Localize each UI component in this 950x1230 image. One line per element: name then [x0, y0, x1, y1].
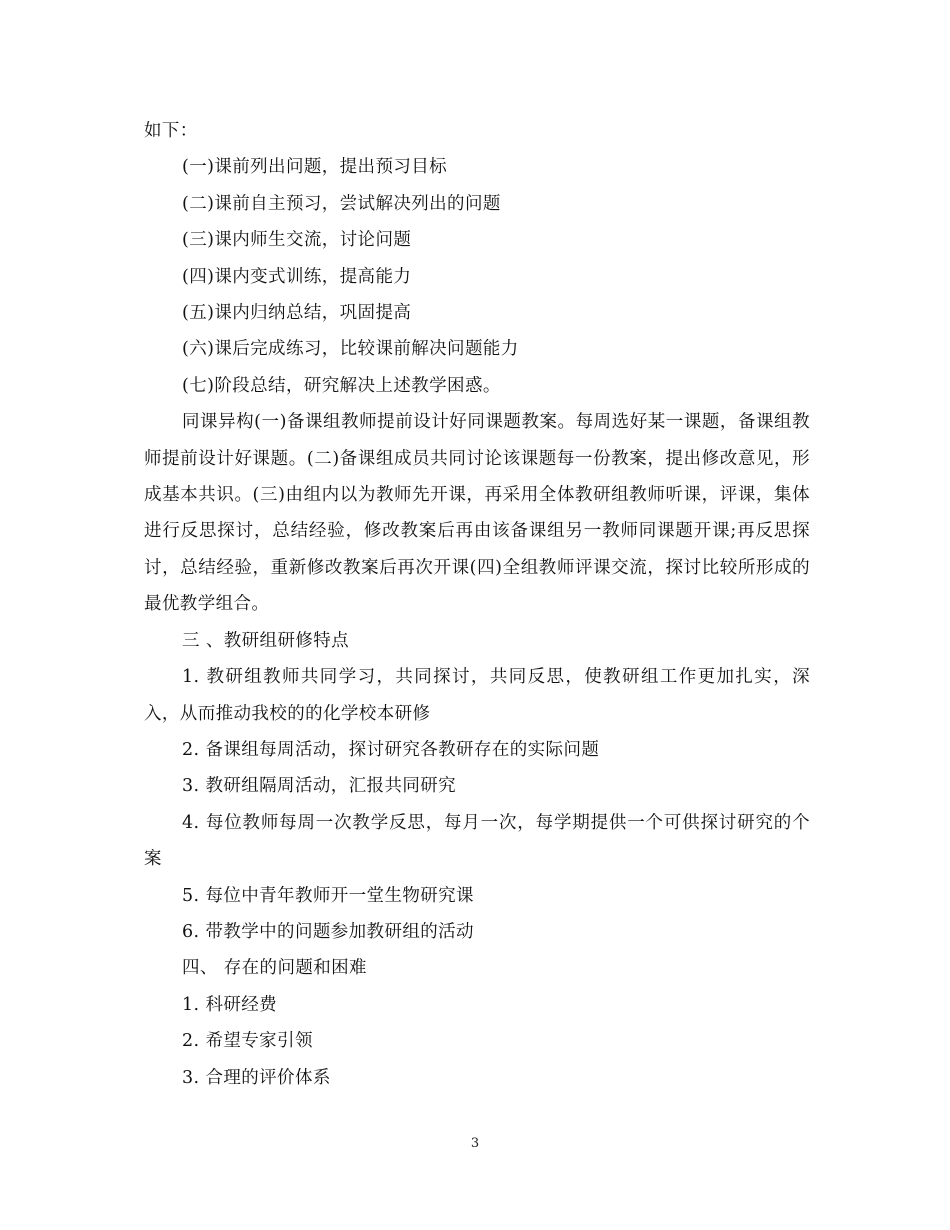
list-item-problem-2: 2. 希望专家引领	[182, 1031, 313, 1052]
list-item-feature-2: 2. 备课组每周活动，探讨研究各教研存在的实际问题	[182, 739, 600, 760]
list-item-step-3: (三)课内师生交流，讨论问题	[182, 230, 412, 251]
list-item-problem-3: 3. 合理的评价体系	[182, 1067, 331, 1088]
list-item-feature-3: 3. 教研组隔周活动，汇报共同研究	[182, 776, 457, 797]
paragraph-same-lesson: 同课异构(一)备课组教师提前设计好同课题教案。每周选好某一课题，备课组教师提前设计好课题。(二)备课组成员共同讨论该课题每一份教案，提出修改意见，形成基本共识。(三)由组内以为教师先开课，再采用全体教研组教师听课，评课，集体进行反思探讨，总结经验，修改教案后再由该备课组另一教师同课题开课;再反思探讨，总结经验，重新修改教案后再次开课(四)全组教师评课交流，探讨比较所形成的最优教学组合。	[144, 412, 810, 615]
list-item-step-4: (四)课内变式训练，提高能力	[182, 266, 412, 287]
page-number: 3	[470, 1136, 480, 1151]
list-item-step-2: (二)课前自主预习，尝试解决列出的问题	[182, 193, 501, 214]
document-body	[144, 113, 810, 1096]
list-item-step-1: (一)课前列出问题，提出预习目标	[182, 157, 448, 178]
list-item-feature-5: 5. 每位中青年教师开一堂生物研究课	[182, 885, 474, 906]
section-heading-problems: 四、 存在的问题和困难	[182, 958, 367, 979]
list-item-feature-1: 1. 教研组教师共同学习，共同探讨，共同反思，使教研组工作更加扎实，深入，从而推动我校的的化学校本研修	[144, 667, 810, 724]
list-item-feature-6: 6. 带教学中的问题参加教研组的活动	[182, 921, 474, 942]
section-heading-features: 三 、教研组研修特点	[182, 630, 350, 651]
paragraph-intro: 如下：	[144, 121, 198, 141]
list-item-step-7: (七)阶段总结，研究解决上述教学困惑。	[182, 375, 501, 396]
list-item-step-6: (六)课后完成练习，比较课前解决问题能力	[182, 339, 519, 360]
list-item-problem-1: 1. 科研经费	[182, 994, 278, 1015]
list-item-feature-4: 4. 每位教师每周一次教学反思，每月一次，每学期提供一个可供探讨研究的个案	[144, 812, 810, 870]
list-item-step-5: (五)课内归纳总结，巩固提高	[182, 303, 412, 324]
